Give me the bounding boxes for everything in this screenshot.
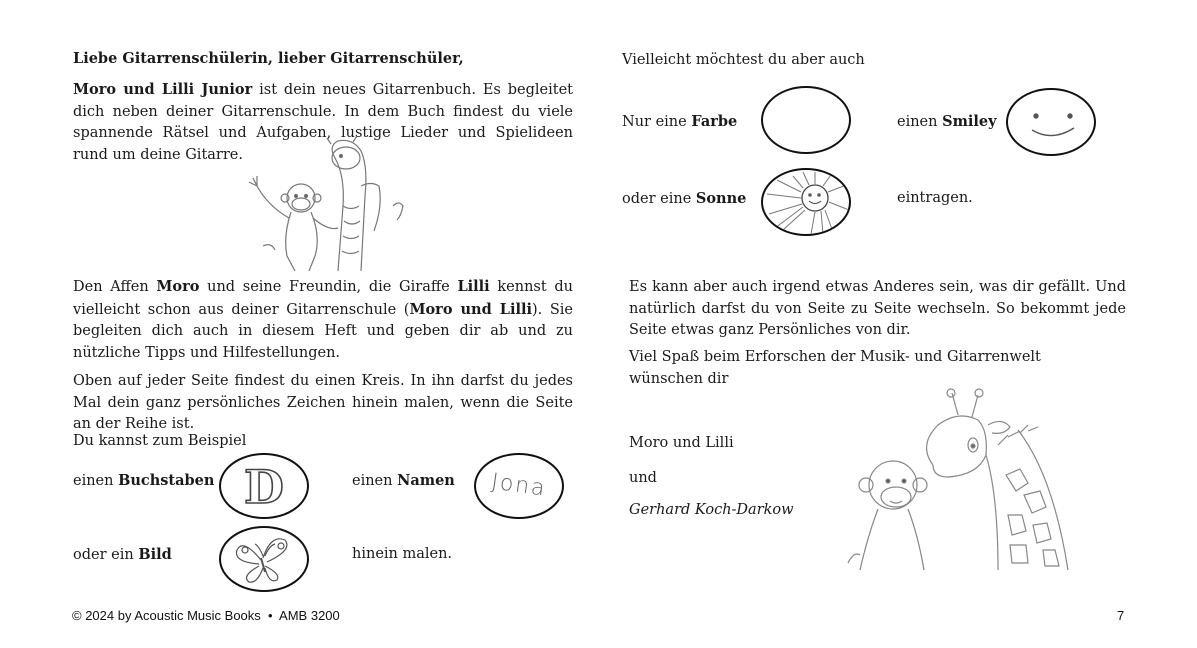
example-end-text-right: eintragen. xyxy=(897,190,973,206)
example-end-text: hinein malen. xyxy=(352,546,453,562)
circle-paragraph: Oben auf jeder Seite findest du einen Kreis. In ihn darfst du jedes Mal dein ganz persönliches Zeichen hinein malen, wenn die Seite an der Reihe ist. xyxy=(73,373,573,432)
examples-intro: Du kannst zum Beispiel xyxy=(73,433,247,449)
letter-d-drawing: D xyxy=(244,460,284,514)
signature-author: Gerhard Koch-Darkow xyxy=(629,502,794,518)
p2-text-d: ). Sie begleiten dich auch in diesem Heft und geben dir ab und zu nützliche Tipps und Hilfestellungen. xyxy=(73,301,573,361)
page-number: 7 xyxy=(1117,608,1125,623)
moro-lilli-portrait-illustration xyxy=(838,385,1093,575)
sun-icon xyxy=(763,170,849,234)
example-sun-pre: oder eine xyxy=(622,191,696,207)
example-smiley-pre: einen xyxy=(897,114,943,130)
name-jona-handwriting: Jona xyxy=(489,469,549,502)
example-color-label xyxy=(622,111,737,134)
example-letter-bold: Buchstaben xyxy=(118,472,215,489)
smiley-face-icon xyxy=(1008,90,1094,154)
picture-circle xyxy=(219,526,309,592)
butterfly-icon xyxy=(221,528,307,590)
example-color-bold: Farbe xyxy=(691,113,738,130)
moro-name: Moro xyxy=(156,278,200,295)
example-smiley-label xyxy=(897,111,997,134)
example-name-pre: einen xyxy=(352,473,398,489)
footer-copyright: © 2024 by Acoustic Music Books • AMB 3200 xyxy=(72,608,340,623)
example-smiley-bold: Smiley xyxy=(942,113,997,130)
name-circle xyxy=(474,453,564,519)
signature-and: und xyxy=(629,470,657,486)
signature-characters: Moro und Lilli xyxy=(629,435,734,451)
example-name-label xyxy=(352,470,455,493)
characters-paragraph xyxy=(73,276,573,364)
example-sun-label xyxy=(622,188,746,211)
wishes-paragraph: Viel Spaß beim Erforschen der Musik- und Gitarrenwelt wünschen dir xyxy=(629,349,1041,387)
right-intro: Vielleicht möchtest du aber auch xyxy=(622,52,865,68)
p2-text-b: und seine Freundin, die Giraffe xyxy=(199,279,458,295)
moro-lilli-illustration xyxy=(243,136,413,274)
example-picture-pre: oder ein xyxy=(73,547,139,563)
example-picture-bold: Bild xyxy=(138,546,172,563)
example-name-bold: Namen xyxy=(397,472,455,489)
example-color-pre: Nur eine xyxy=(622,114,692,130)
anything-paragraph: Es kann aber auch irgend etwas Anderes sein, was dir gefällt. Und natürlich darfst du von Seite zu Seite wechseln. So bekommt jede Seite etwas ganz Persönliches von dir. xyxy=(629,279,1126,338)
lilli-name: Lilli xyxy=(457,278,490,295)
p2-text-a: Den Affen xyxy=(73,279,157,295)
example-letter-label xyxy=(73,470,214,493)
example-sun-bold: Sonne xyxy=(695,190,747,207)
intro-text: ist dein neues Gitarrenbuch. Es begleitet dich neben deiner Gitarrenschule. In dem Buch findest du viele spannende Rätsel und Aufgaben, lustige Lieder und Spielideen rund um deine Gitarre. xyxy=(73,82,573,163)
color-circle xyxy=(761,86,851,154)
smiley-circle xyxy=(1006,88,1096,156)
sun-circle xyxy=(761,168,851,236)
p2-text-c: kennst du vielleicht schon aus deiner Gitarrenschule ( xyxy=(73,279,573,318)
example-picture-label xyxy=(73,544,172,567)
book-title: Moro und Lilli Junior xyxy=(73,81,253,98)
example-letter-pre: einen xyxy=(73,473,119,489)
book-reference: Moro und Lilli xyxy=(409,300,532,318)
greeting-heading: Liebe Gitarrenschülerin, lieber Gitarrenschüler, xyxy=(73,50,464,67)
letter-circle xyxy=(219,453,309,519)
